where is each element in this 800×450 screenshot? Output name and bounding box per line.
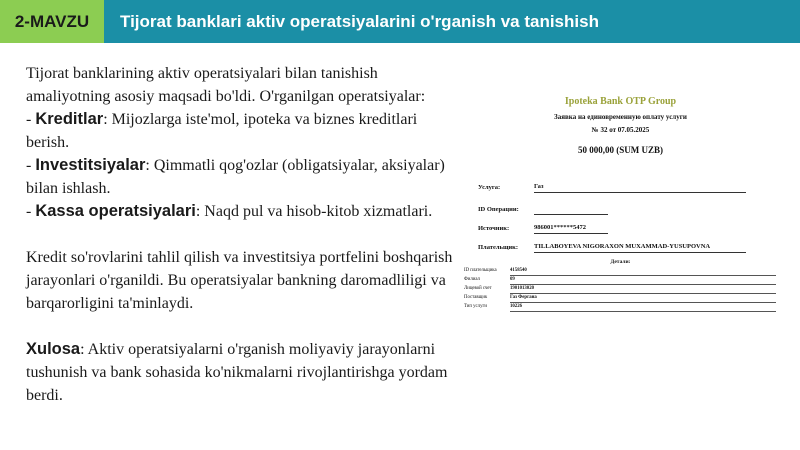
intro-paragraph: Tijorat banklarining aktiv operatsiyalari bilan tanishish amaliyotning asosiy maqsadi bo'ldi. O'rganilgan operatsiyalar: bbox=[26, 65, 426, 105]
receipt-detail-label: Тип услуги bbox=[464, 304, 487, 309]
slide-title: Tijorat banklari aktiv operatsiyalarini o'rganish va tanishish bbox=[120, 11, 599, 31]
receipt-payer-label: Плательщик: bbox=[478, 244, 519, 251]
conclusion-term: Xulosa bbox=[26, 340, 81, 358]
receipt-detail-row bbox=[464, 286, 776, 294]
receipt-request-title: Заявка на единовременную оплату услуги bbox=[554, 113, 687, 121]
receipt-service-label: Услуга: bbox=[478, 184, 501, 191]
topic-tag-label: 2-MAVZU bbox=[14, 11, 90, 31]
receipt-detail-value: 09 bbox=[510, 277, 776, 285]
bullet-prefix: - bbox=[26, 111, 36, 128]
receipt-bank-name: Ipoteka Bank OTP Group bbox=[564, 96, 677, 107]
receipt-image bbox=[458, 88, 783, 323]
receipt-detail-label: Филиал bbox=[464, 277, 480, 282]
receipt-detail-label: Поставщик bbox=[464, 295, 488, 300]
receipt-detail-row bbox=[464, 295, 776, 303]
header-bar bbox=[0, 0, 800, 43]
receipt-detail-value: 10226 bbox=[510, 304, 776, 312]
receipt-detail-row bbox=[464, 277, 776, 285]
receipt-source-label: Источник: bbox=[478, 225, 510, 232]
bullet-loans bbox=[26, 108, 461, 154]
bullet-text-cash: : Naqd pul va hisob-kitob xizmatlari. bbox=[195, 203, 433, 220]
receipt-detail-label: Лицевой счет bbox=[464, 286, 492, 291]
bullet-cash bbox=[26, 200, 461, 223]
receipt-source-value: 986001******5472 bbox=[534, 223, 608, 234]
receipt-amount: 50 000,00 (SUM UZB) bbox=[578, 145, 663, 155]
receipt-service-value: Газ bbox=[534, 182, 746, 193]
topic-tag bbox=[0, 0, 104, 43]
receipt-operation-value bbox=[534, 204, 608, 215]
bullet-term-cash: Kassa operatsiyalari bbox=[35, 202, 196, 220]
receipt-payer-value: TILLABOYEVA NIGORAXON MUXAMMAD-YUSUPOVNA bbox=[534, 242, 746, 253]
receipt-detail-row bbox=[464, 268, 776, 276]
receipt-operation-label: ID Операции: bbox=[478, 206, 519, 213]
bullet-term-loans: Kreditlar bbox=[35, 110, 104, 128]
receipt-number: № 32 от 07.05.2025 bbox=[591, 126, 650, 134]
slide-body bbox=[26, 62, 461, 407]
receipt-detail-value: Газ Фергана bbox=[510, 295, 776, 303]
bullet-text-loans: : Mijozlarga iste'mol, ipoteka va biznes kreditlari berish. bbox=[26, 111, 418, 151]
receipt-details-title: Детали: bbox=[610, 259, 631, 265]
receipt-detail-row bbox=[464, 304, 776, 312]
bullet-term-investments: Investitsiyalar bbox=[35, 156, 146, 174]
conclusion-text: : Aktiv operatsiyalarni o'rganish moliyaviy jarayonlarni tushunish va bank sohasida ko'nikmalarni rivojlantirishga yordam berdi. bbox=[26, 341, 448, 404]
analysis-paragraph: Kredit so'rovlarini tahlil qilish va investitsiya portfelini boshqarish jarayonlari o'rganildi. Bu operatsiyalar bankning daromadliligi va barqarorligini ta'minlaydi. bbox=[26, 249, 453, 312]
receipt-detail-value: 1901013020 bbox=[510, 286, 776, 294]
bullet-prefix: - bbox=[26, 157, 36, 174]
bullet-text-investments: : Qimmatli qog'ozlar (obligatsiyalar, aksiyalar) bilan ishlash. bbox=[26, 157, 445, 197]
receipt-detail-value: 4158540 bbox=[510, 268, 776, 276]
receipt-detail-label: ID плательщика bbox=[464, 268, 497, 273]
bullet-investments bbox=[26, 154, 461, 200]
conclusion-paragraph bbox=[26, 338, 461, 407]
bullet-prefix: - bbox=[26, 203, 36, 220]
